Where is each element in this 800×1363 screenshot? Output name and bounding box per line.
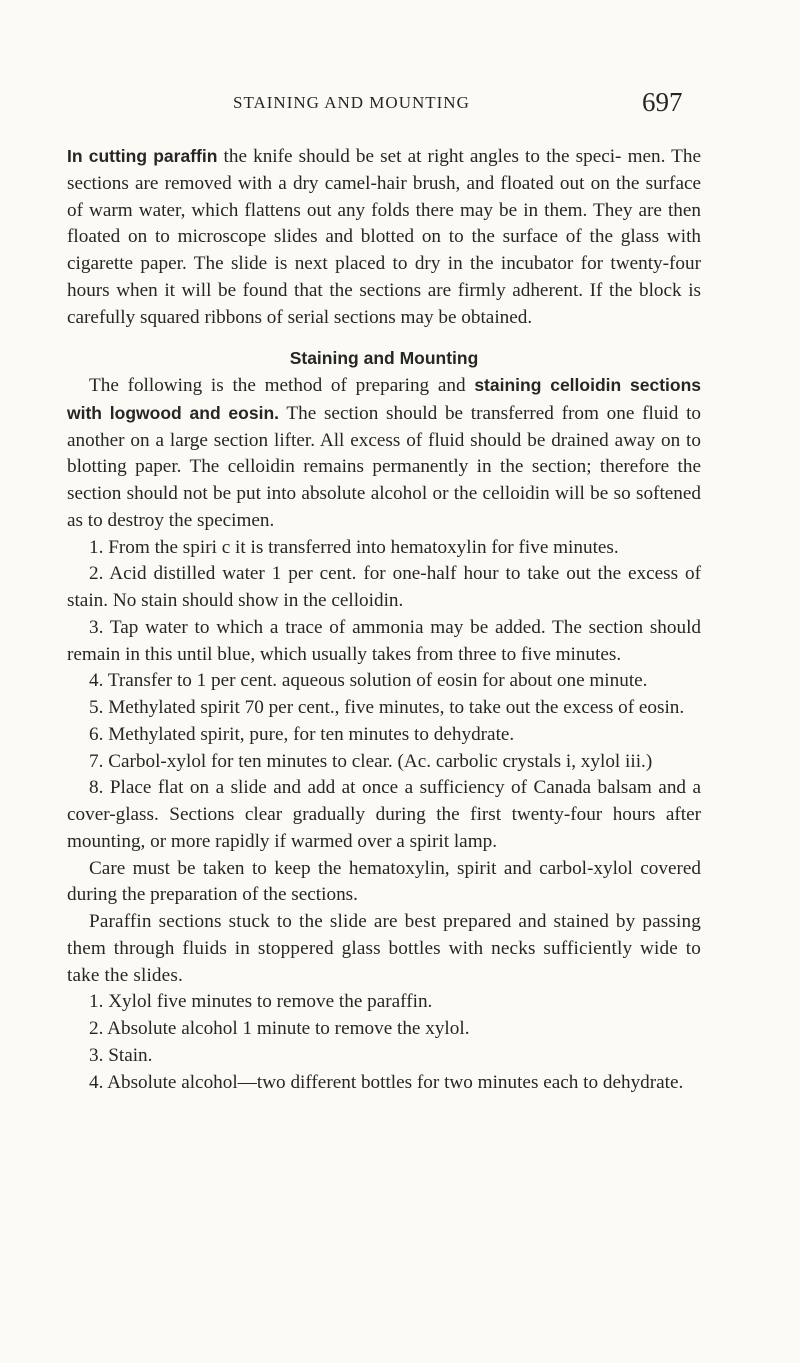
intro-paragraph — [67, 143, 701, 331]
method-lead: staining celloidin sections with logwood and eosin. — [67, 375, 701, 423]
step-5: 5. Methylated spirit 70 per cent., five minutes, to take out the excess of eosin. — [89, 697, 685, 718]
method-pre: The following is the method of preparing and — [89, 375, 475, 396]
paraffin-step-2: 2. Absolute alcohol 1 minute to remove the xylol. — [89, 1018, 470, 1039]
step-8: 8. Place flat on a slide and add at once a sufficiency of Canada balsam and a cover-glass. Sections clear gradually during the first twenty-four hours after mounting, or more rapidly if warmed over a spirit lamp. — [67, 777, 701, 852]
step-6: 6. Methylated spirit, pure, for ten minutes to dehydrate. — [89, 723, 515, 745]
method-paragraph — [67, 372, 701, 535]
care-note: Care must be taken to keep the hematoxylin, spirit and carbol-xylol covered during the preparation of the sections. — [67, 857, 701, 906]
page-number: 697 — [642, 87, 683, 117]
paraffin-step-1: 1. Xylol five minutes to remove the paraffin. — [89, 991, 433, 1013]
body-text — [67, 143, 701, 1096]
page-header — [0, 87, 800, 133]
step-3: 3. Tap water to which a trace of ammonia may be added. The section should remain in this until blue, which usually takes from three to five minutes. — [67, 616, 701, 665]
step-2: 2. Acid distilled water 1 per cent. for one-half hour to take out the excess of stain. No stain should show in the celloidin. — [67, 563, 701, 611]
step-7: 7. Carbol-xylol for ten minutes to clear. (Ac. carbolic crystals i, xylol iii.) — [89, 750, 653, 772]
paraffin-note: Paraffin sections stuck to the slide are best prepared and stained by passing them through fluids in stoppered glass bottles with necks sufficiently wide to take the slides. — [67, 911, 701, 986]
paraffin-step-3: 3. Stain. — [89, 1044, 153, 1066]
step-1: 1. From the spiri c it is transferred into hematoxylin for five minutes. — [89, 536, 619, 558]
paraffin-step-4: 4. Absolute alcohol—two different bottles for two minutes each to dehydrate. — [89, 1071, 684, 1093]
section-heading: Staining and Mounting — [289, 348, 479, 369]
intro-lead: In cutting paraffin — [67, 146, 218, 166]
running-head: STAINING AND MOUNTING — [233, 93, 470, 112]
method-text: The section should be transferred from one fluid to another on a large section lifter. All excess of fluid should be drained away on to blotting paper. The celloidin remains permanently in the section; therefore the section should not be put into absolute alcohol or the celloidin will be so softened as to destroy the specimen. — [67, 402, 701, 531]
step-4: 4. Transfer to 1 per cent. aqueous solution of eosin for about one minute. — [89, 670, 648, 692]
intro-text: the knife should be set at right angles to the speci- men. The sections are removed with a dry camel-hair brush, and floated out on the surface of warm water, which flattens out any folds there may be in them. They are then floated on to microscope slides and blotted on to the surface of the glass with cigarette paper. The slide is next placed to dry in the incubator for twenty-four hours when it will be found that the sections are firmly adherent. If the block is carefully squared ribbons of serial sections may be obtained. — [67, 146, 702, 328]
